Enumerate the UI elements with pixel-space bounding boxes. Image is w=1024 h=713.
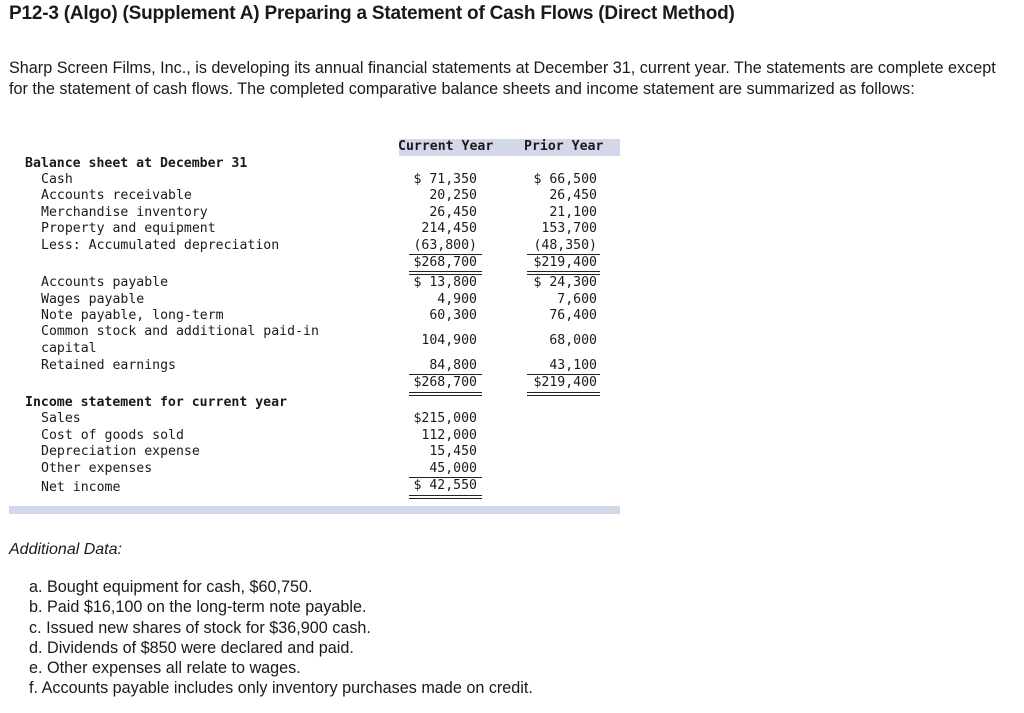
total-double-rule [409, 495, 482, 499]
row-label: Merchandise inventory [41, 205, 208, 220]
additional-data-heading: Additional Data: [9, 541, 122, 558]
total-liabilities-current: $268,700 [413, 375, 477, 390]
row-prior-value: 76,400 [549, 308, 597, 323]
row-label: Retained earnings [41, 358, 176, 373]
row-current-value: 104,900 [421, 333, 477, 348]
row-current-value: 20,250 [429, 188, 477, 203]
total-double-rule [409, 392, 482, 396]
row-current-value: $215,000 [413, 411, 477, 426]
row-current-value: 26,450 [429, 205, 477, 220]
row-current-value: 15,450 [429, 444, 477, 459]
row-label: Common stock and additional paid-in [41, 324, 319, 339]
total-assets-current: $268,700 [413, 255, 477, 270]
row-prior-value: 26,450 [549, 188, 597, 203]
row-current-value: 214,450 [421, 221, 477, 236]
row-label: Accounts receivable [41, 188, 192, 203]
total-assets-prior: $219,400 [533, 255, 597, 270]
row-label: Less: Accumulated depreciation [41, 238, 280, 253]
income-statement-heading: Income statement for current year [25, 395, 288, 410]
list-item: c. Issued new shares of stock for $36,900 cash. [29, 618, 371, 637]
row-label: Cost of goods sold [41, 428, 184, 443]
row-prior-value: $ 24,300 [533, 275, 597, 290]
row-prior-value: $ 66,500 [533, 172, 597, 187]
list-item: b. Paid $16,100 on the long-term note payable. [29, 598, 367, 617]
row-current-value: $ 71,350 [413, 172, 477, 187]
row-label: Property and equipment [41, 221, 216, 236]
table-bottom-bar [9, 506, 620, 514]
row-prior-value: (48,350) [533, 238, 597, 253]
row-label: Sales [41, 411, 81, 426]
row-label: Other expenses [41, 461, 153, 476]
row-label: Net income [41, 480, 121, 495]
row-label: Note payable, long-term [41, 308, 224, 323]
total-double-rule [527, 392, 600, 396]
row-prior-value: 43,100 [549, 358, 597, 373]
row-label: Cash [41, 172, 73, 187]
column-header-prior-year: Prior Year [524, 139, 604, 154]
row-current-value: (63,800) [413, 238, 477, 253]
row-current-value: $ 13,800 [413, 275, 477, 290]
row-label-continued: capital [41, 341, 97, 356]
row-label: Depreciation expense [41, 444, 200, 459]
list-item: d. Dividends of $850 were declared and paid. [29, 638, 354, 657]
balance-sheet-heading: Balance sheet at December 31 [25, 156, 248, 171]
list-item: e. Other expenses all relate to wages. [29, 659, 301, 678]
row-current-value: 45,000 [429, 461, 477, 476]
intro-paragraph: Sharp Screen Films, Inc., is developing its annual financial statements at December 31, current year. The statements are complete except for the statement of cash flows. The completed comparative balance sheets and income statement are summarized as follows: [9, 59, 996, 98]
problem-title: P12-3 (Algo) (Supplement A) Preparing a Statement of Cash Flows (Direct Method) [9, 3, 735, 24]
total-liabilities-prior: $219,400 [533, 375, 597, 390]
row-label: Wages payable [41, 292, 145, 307]
row-prior-value: 153,700 [541, 221, 597, 236]
column-header-current-year: Current Year [398, 139, 494, 154]
row-current-value: 112,000 [421, 428, 477, 443]
list-item: f. Accounts payable includes only inventory purchases made on credit. [29, 679, 533, 698]
row-current-value: 84,800 [429, 358, 477, 373]
row-prior-value: 21,100 [549, 205, 597, 220]
financial-statements-table [9, 138, 620, 515]
row-prior-value: 7,600 [557, 292, 597, 307]
row-label: Accounts payable [41, 275, 169, 290]
additional-data-list [29, 577, 533, 699]
row-prior-value: 68,000 [549, 333, 597, 348]
row-current-value: 4,900 [437, 292, 477, 307]
row-current-value: 60,300 [429, 308, 477, 323]
net-income-value: $ 42,550 [413, 478, 477, 493]
list-item: a. Bought equipment for cash, $60,750. [29, 578, 313, 596]
